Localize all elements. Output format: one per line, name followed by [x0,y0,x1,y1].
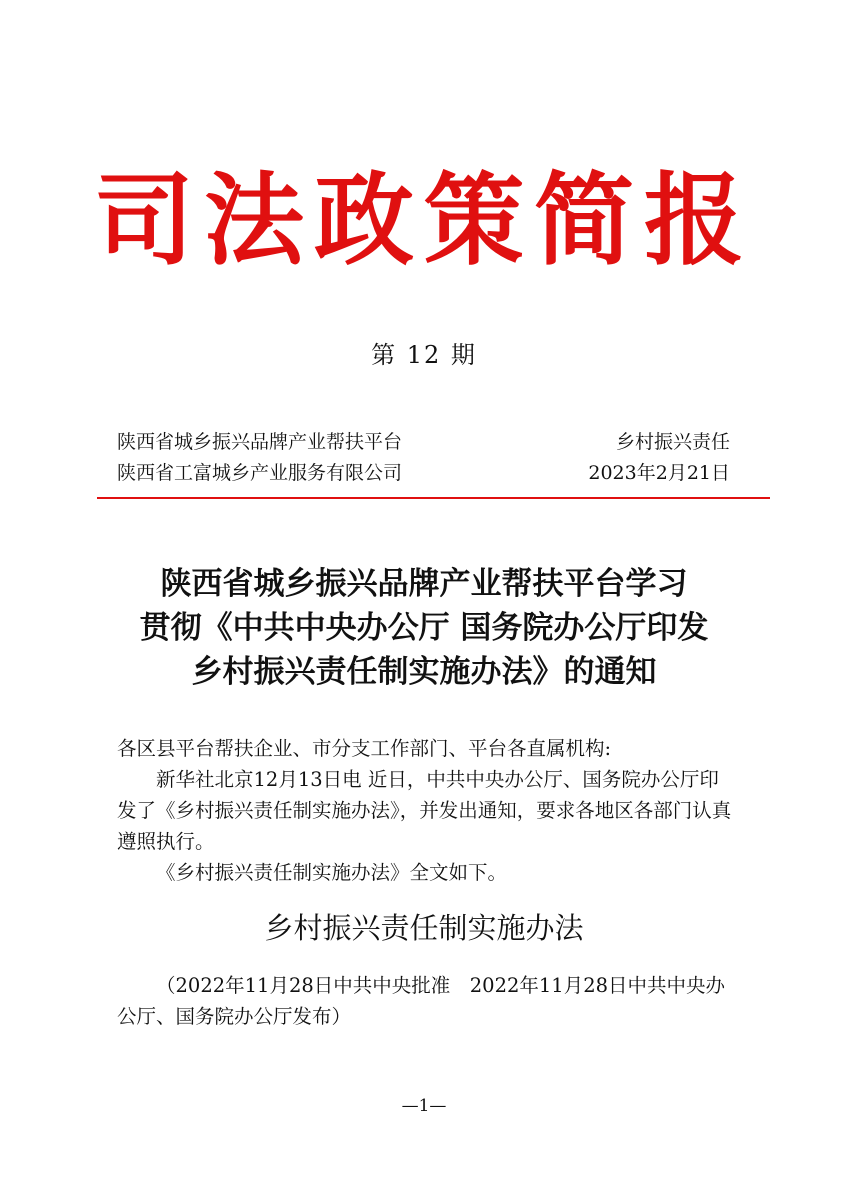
page-number: —1— [401,1096,447,1116]
headline-line-3: 乡村振兴责任制实施办法》的通知 [191,654,657,690]
approval-note [117,970,737,1032]
topic-date-block [588,427,730,489]
red-divider [97,497,770,499]
salutation: 各区县平台帮扶企业、市分支工作部门、平台各直属机构: [117,737,612,760]
masthead-title: 司法政策简报 [94,161,754,279]
topic-label: 乡村振兴责任 [615,431,730,453]
notice-body [117,733,737,888]
publisher-line-1: 陕西省城乡振兴品牌产业帮扶平台 [117,431,403,453]
body-paragraph: 新华社北京12月13日电 近日，中共中央办公厅、国务院办公厅印发了《乡村振兴责任制实施办法》，并发出通知，要求各地区各部门认真遵照执行。 [117,768,732,853]
publisher-line-2: 陕西省工富城乡产业服务有限公司 [117,462,403,484]
headline-line-2: 贯彻《中共中央办公厅 国务院办公厅印发 [139,610,709,646]
body-paragraph: 《乡村振兴责任制实施办法》全文如下。 [156,861,508,884]
issue-date: 2023年2月21日 [588,462,730,484]
approval-note-text: （2022年11月28日中共中央批准 2022年11月28日中共中央办公厅、国务院办公厅发布） [117,974,726,1028]
headline-line-1: 陕西省城乡振兴品牌产业帮扶平台学习 [160,566,688,602]
issue-number: 第 12 期 [371,341,477,369]
notice-headline [60,562,788,694]
publisher-block [117,427,402,489]
document-subtitle: 乡村振兴责任制实施办法 [264,911,584,945]
